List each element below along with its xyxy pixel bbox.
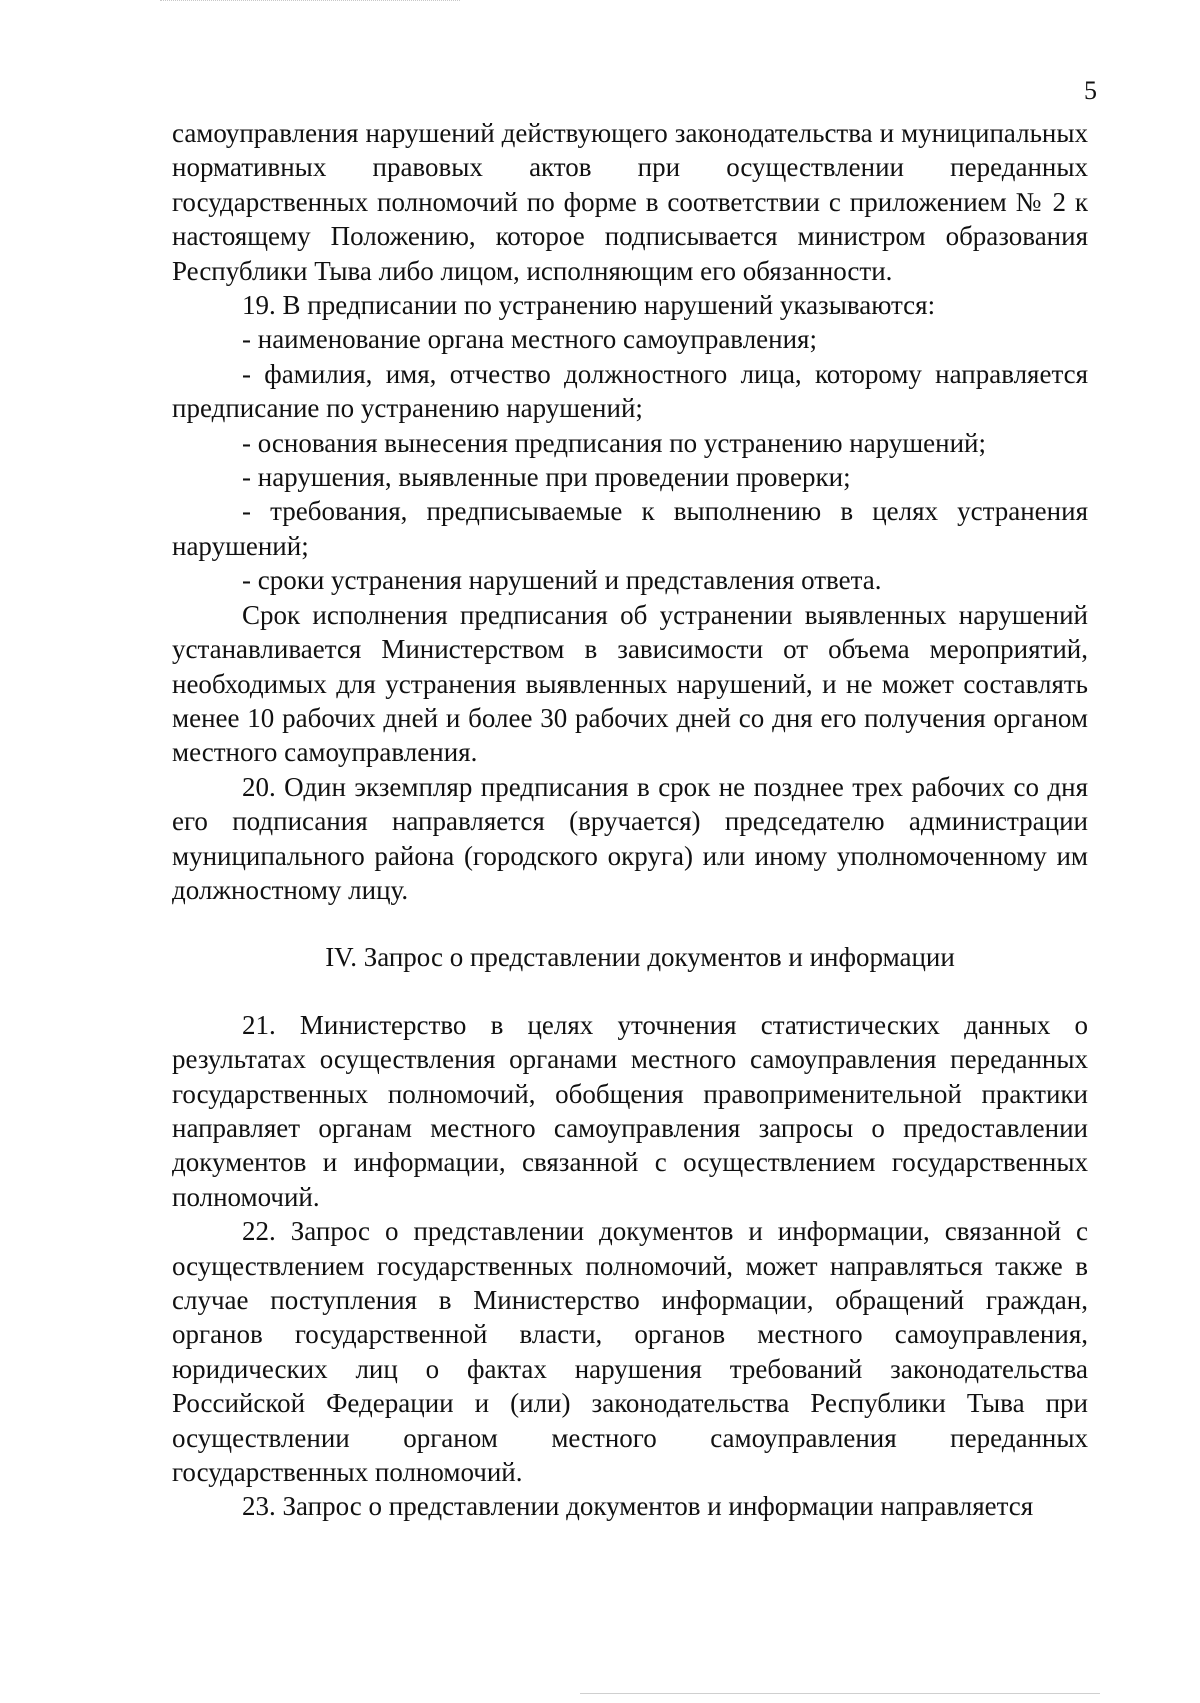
- paragraph-item-19: 19. В предписании по устранению нарушений указываются:: [242, 290, 936, 321]
- paragraph-item-23: 23. Запрос о представлении документов и информации направляется: [242, 1491, 1034, 1522]
- list-item: - основания вынесения предписания по устранению нарушений;: [242, 427, 986, 458]
- list-item: - наименование органа местного самоуправления;: [242, 324, 817, 355]
- page-number: 5: [1084, 76, 1097, 105]
- paragraph-item-22: 22. Запрос о представлении документов и информации, связанной с осуществлением государственных полномочий, может направляться также в случае поступления в Министерство информации, обращений граждан, органов государственной власти, органов местного самоуправления, юридических лиц о фактах нарушения требований законодательства Российской Федерации и (или) законодательства Республики Тыва при осуществлении органом местного самоуправления переданных государственных полномочий.: [172, 1216, 1088, 1488]
- scan-artifact-top: [160, 0, 460, 3]
- list-item: - требования, предписываемые к выполнению в целях устранения нарушений;: [172, 496, 1088, 561]
- section-heading: IV. Запрос о представлении документов и информации: [325, 942, 955, 973]
- paragraph-item-20: 20. Один экземпляр предписания в срок не позднее трех рабочих со дня его подписания направляется (вручается) председателю администрации муниципального района (городского округа) или иному уполномоченному им должностному лицу.: [172, 771, 1088, 905]
- paragraph-deadline: Срок исполнения предписания об устранении выявленных нарушений устанавливается Министерством в зависимости от объема мероприятий, необходимых для устранения выявленных нарушений, и не может составлять менее 10 рабочих дней и более 30 рабочих дней со дня его получения органом местного самоуправления.: [172, 599, 1088, 768]
- list-item: - нарушения, выявленные при проведении проверки;: [242, 462, 851, 493]
- paragraph-continuation: самоуправления нарушений действующего законодательства и муниципальных нормативных правовых актов при осуществлении переданных государственных полномочий по форме в соответствии с приложением № 2 к настоящему Положению, которое подписывается министром образования Республики Тыва либо лицом, исполняющим его обязанности.: [172, 118, 1088, 286]
- scan-artifact-bottom: [580, 1693, 1100, 1696]
- paragraph-item-21: 21. Министерство в целях уточнения статистических данных о результатах осуществления органами местного самоуправления переданных государственных полномочий, обобщения правоприменительной практики направляет органам местного самоуправления запросы о предоставлении документов и информации, связанной с осуществлением государственных полномочий.: [172, 1009, 1088, 1212]
- list-item: - фамилия, имя, отчество должностного лица, которому направляется предписание по устранению нарушений;: [172, 358, 1088, 424]
- list-item: - сроки устранения нарушений и представления ответа.: [242, 565, 882, 596]
- document-body: [172, 116, 1088, 1524]
